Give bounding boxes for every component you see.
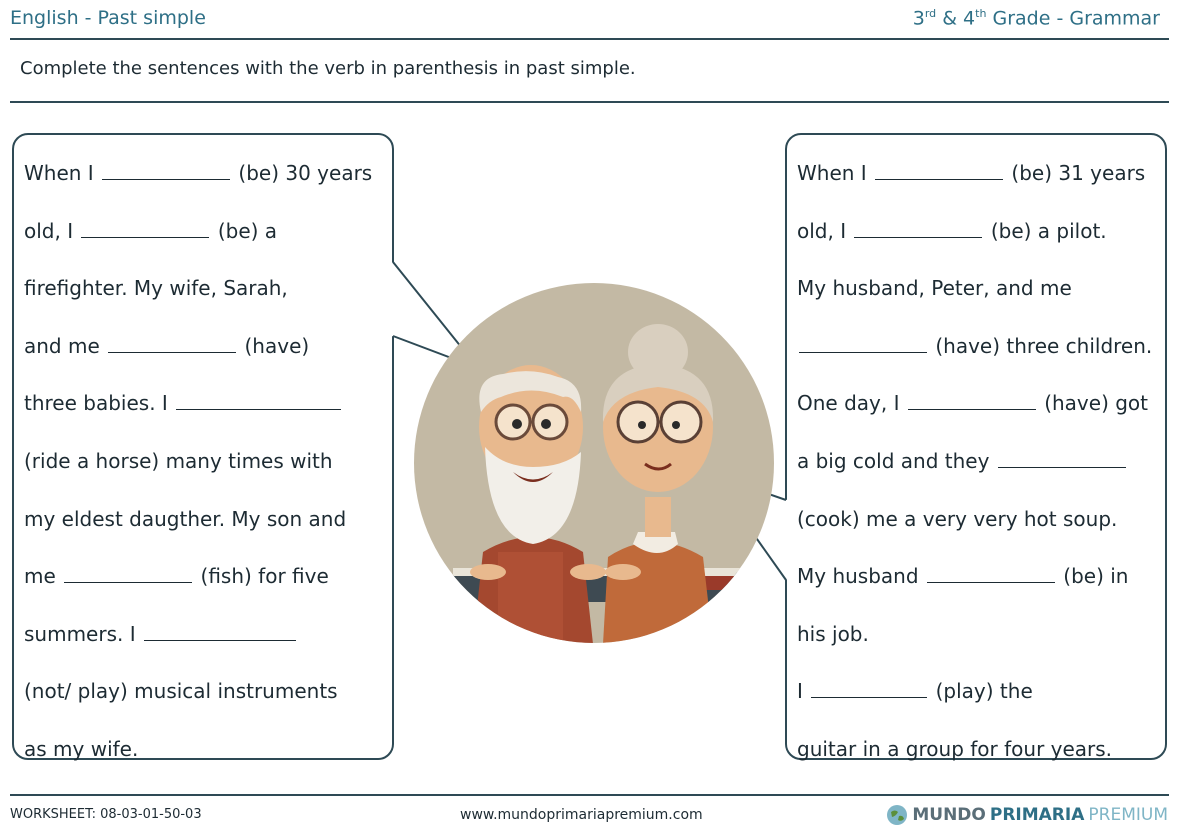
sentence-text: firefighter. My wife, Sarah,: [24, 276, 288, 301]
right-sentence-line: [797, 548, 1152, 606]
sentence-text: I: [797, 679, 810, 704]
sentence-text: (cook) me a very very hot soup.: [797, 506, 1118, 531]
brand-premium: PREMIUM: [1088, 805, 1168, 825]
left-sentence-line: [24, 548, 372, 606]
sentence-text: (be) a: [211, 218, 278, 243]
sentence-text: (play) the: [929, 679, 1033, 704]
header-divider: [10, 38, 1169, 40]
answer-blank[interactable]: [176, 391, 341, 410]
sentence-text: guitar in a group for four years.: [797, 736, 1113, 761]
left-sentence-line: [24, 203, 372, 261]
left-sentence-line: [24, 721, 372, 779]
answer-blank[interactable]: [799, 334, 927, 353]
answer-blank[interactable]: [875, 161, 1003, 180]
right-sentence-line: [797, 318, 1152, 376]
answer-blank[interactable]: [102, 161, 230, 180]
answer-blank[interactable]: [927, 564, 1055, 583]
worksheet-subject: English - Past simple: [10, 7, 206, 29]
answer-blank[interactable]: [998, 449, 1126, 468]
left-sentence-line: [24, 145, 372, 203]
sentence-text: (have) got: [1037, 391, 1149, 416]
sentence-text: When I: [24, 161, 101, 185]
grandparents-illustration: [413, 282, 775, 644]
sentence-text: My husband: [797, 564, 925, 589]
sentence-text: (be) in: [1056, 564, 1129, 589]
sentence-text: One day, I: [797, 391, 906, 416]
sentence-text: and me: [24, 333, 107, 358]
right-sentence-line: [797, 491, 1152, 549]
answer-blank[interactable]: [108, 334, 236, 353]
left-bubble-text: [24, 145, 372, 779]
sentence-text: When I: [797, 161, 874, 185]
grade-label: 3rd & 4th Grade - Grammar: [912, 7, 1160, 30]
sentence-text: a big cold and they: [797, 448, 996, 473]
website-url: www.mundoprimariapremium.com: [460, 807, 703, 823]
sentence-text: my eldest daugther. My son and: [24, 506, 347, 531]
brand-logo: [886, 804, 1168, 826]
answer-blank[interactable]: [64, 564, 192, 583]
right-sentence-line: [797, 203, 1152, 261]
right-sentence-line: [797, 663, 1152, 721]
answer-blank[interactable]: [908, 391, 1036, 410]
sentence-text: old, I: [24, 218, 80, 243]
right-sentence-line: [797, 721, 1152, 779]
sentence-text: (fish) for five: [194, 564, 329, 589]
answer-blank[interactable]: [81, 219, 209, 238]
right-bubble-text: [797, 145, 1152, 779]
left-sentence-line: [24, 433, 372, 491]
left-sentence-line: [24, 606, 372, 664]
sentence-text: (be) 30 years: [232, 161, 373, 185]
brand-mundo: MUNDO: [912, 805, 986, 825]
footer-divider: [10, 794, 1169, 796]
sentence-text: old, I: [797, 218, 853, 243]
sentence-text: as my wife.: [24, 736, 139, 761]
sentence-text: (ride a horse) many times with: [24, 448, 333, 473]
left-sentence-line: [24, 491, 372, 549]
left-sentence-line: [24, 260, 372, 318]
brand-primaria: PRIMARIA: [989, 805, 1085, 825]
right-speech-bubble: [785, 133, 1167, 760]
sentence-text: (have): [238, 333, 310, 358]
instruction-text: Complete the sentences with the verb in parenthesis in past simple.: [20, 58, 636, 79]
sentence-text: (not/ play) musical instruments: [24, 679, 338, 704]
sentence-text: me: [24, 564, 63, 589]
sentence-text: (be) 31 years: [1005, 161, 1146, 185]
right-sentence-line: [797, 606, 1152, 664]
sentence-text: (have) three children.: [929, 333, 1153, 358]
right-sentence-line: [797, 433, 1152, 491]
instruction-divider: [10, 101, 1169, 103]
left-sentence-line: [24, 318, 372, 376]
sentence-text: My husband, Peter, and me: [797, 276, 1072, 301]
answer-blank[interactable]: [144, 622, 296, 641]
worksheet-code: WORKSHEET: 08-03-01-50-03: [10, 807, 202, 822]
sentence-text: (be) a pilot.: [984, 218, 1107, 243]
answer-blank[interactable]: [811, 679, 927, 698]
left-sentence-line: [24, 663, 372, 721]
left-sentence-line: [24, 375, 372, 433]
sentence-text: his job.: [797, 621, 869, 646]
sentence-text: summers. I: [24, 621, 142, 646]
right-sentence-line: [797, 375, 1152, 433]
answer-blank[interactable]: [854, 219, 982, 238]
right-sentence-line: [797, 260, 1152, 318]
sentence-text: three babies. I: [24, 391, 175, 416]
globe-icon: [886, 804, 908, 826]
left-speech-bubble: [12, 133, 394, 760]
right-sentence-line: [797, 145, 1152, 203]
